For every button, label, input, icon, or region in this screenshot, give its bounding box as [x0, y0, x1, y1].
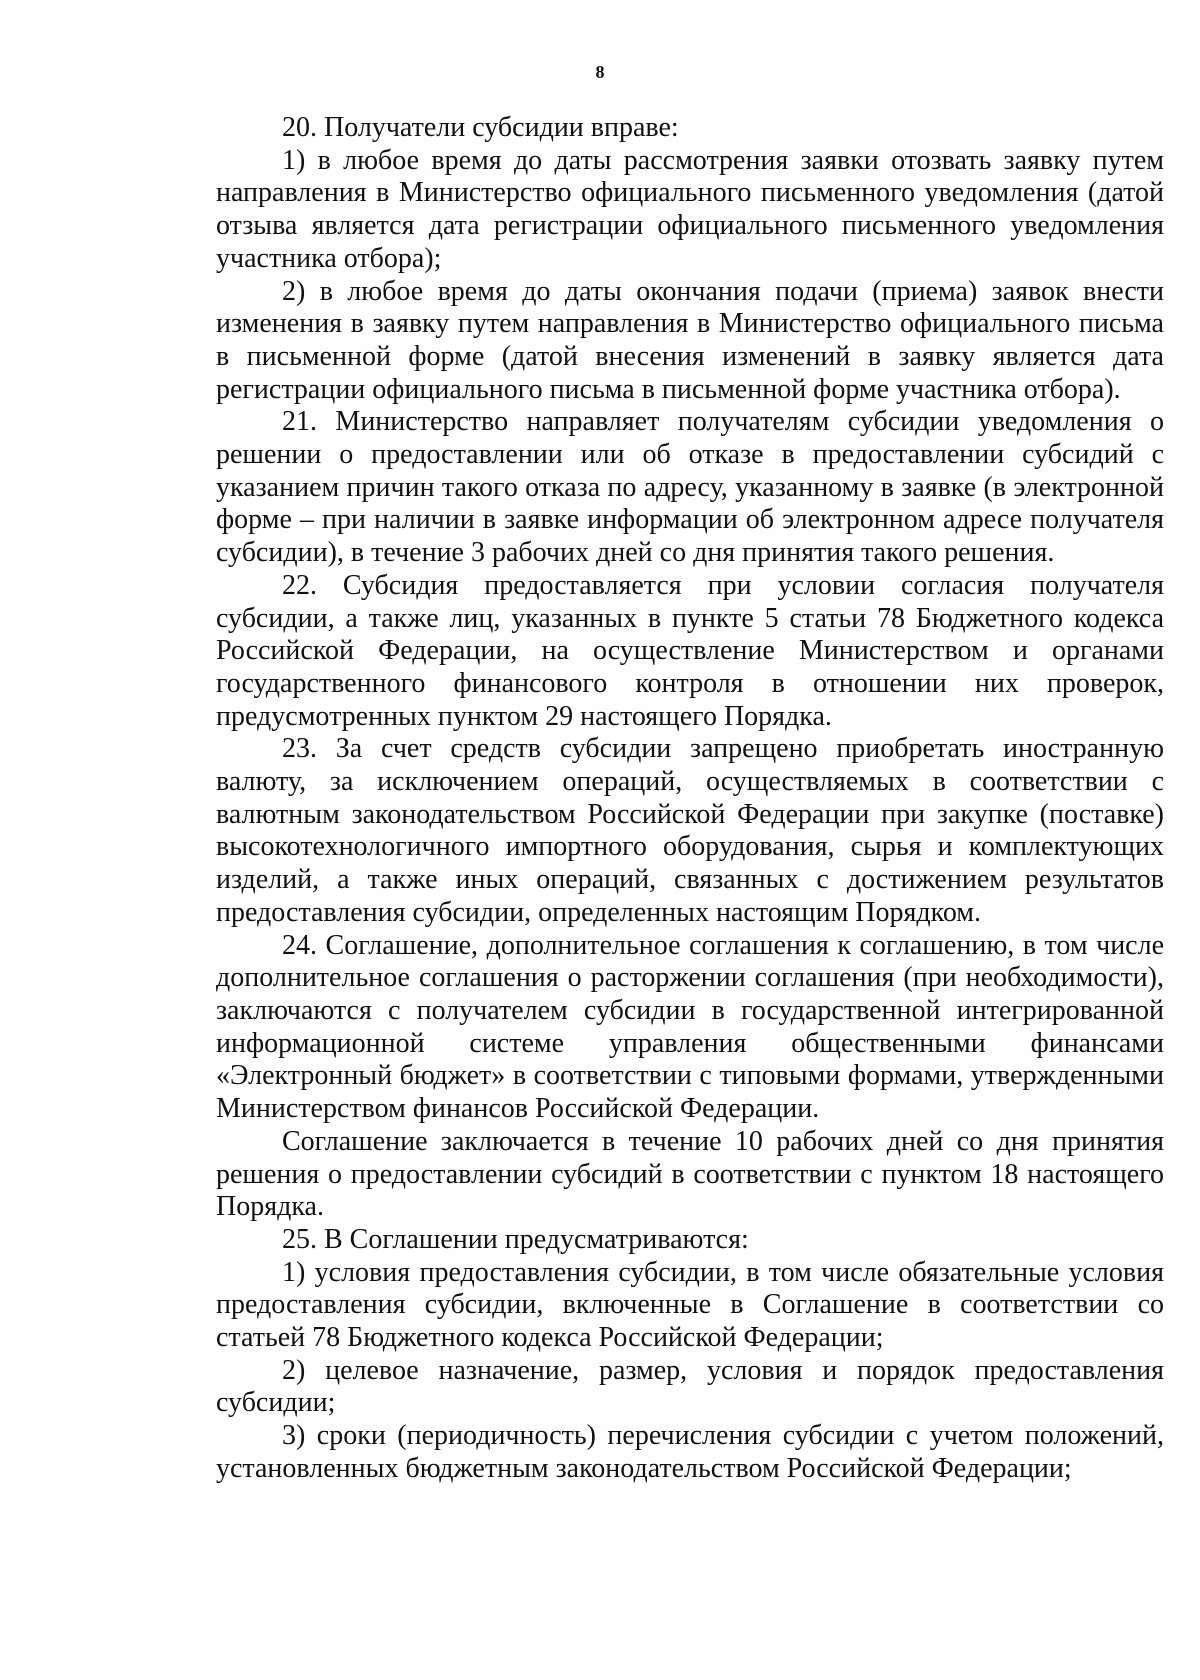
paragraph-24: 24. Соглашение, дополнительное соглашения к соглашению, в том числе дополнительное соглашения о расторжении соглашения (при необходимости), заключаются с получателем субсидии в государственной интегрированной информационной системе управления общественными финансами «Электронный бюджет» в соответствии с типовыми формами, утвержденными Министерством финансов Российской Федерации. [216, 929, 1164, 1125]
paragraph-25-item-3: 3) сроки (периодичность) перечисления субсидии с учетом положений, установленных бюджетным законодательством Российской Федерации; [216, 1420, 1164, 1484]
paragraph-25-item-2: 2) целевое назначение, размер, условия и порядок предоставления субсидии; [216, 1354, 1164, 1419]
page-number: 8 [595, 62, 605, 82]
paragraph-23: 23. За счет средств субсидии запрещено приобретать иностранную валюту, за исключением операций, осуществляемых в соответствии с валютным законодательством Российской Федерации при закупке (поставке) высокотехнологичного импортного оборудования, сырья и комплектующих изделий, а также иных операций, связанных с достижением результатов предоставления субсидии, определенных настоящим Порядком. [216, 733, 1164, 928]
paragraph-20: 20. Получатели субсидии вправе: [282, 112, 679, 143]
paragraph-20-item-1: 1) в любое время до даты рассмотрения заявки отозвать заявку путем направления в Министерство официального письменного уведомления (датой отзыва является дата регистрации официального письменного уведомления участника отбора); [216, 144, 1164, 274]
paragraph-21: 21. Министерство направляет получателям субсидии уведомления о решении о предоставлении или об отказе в предоставлении субсидий с указанием причин такого отказа по адресу, указанному в заявке (в электронной форме – при наличии в заявке информации об электронном адресе получателя субсидии), в течение 3 рабочих дней со дня принятия такого решения. [216, 406, 1164, 569]
paragraph-22: 22. Субсидия предоставляется при условии согласия получателя субсидии, а также лиц, указанных в пункте 5 статьи 78 Бюджетного кодекса Российской Федерации, на осуществление Министерством и органами государственного финансового контроля в отношении них проверок, предусмотренных пунктом 29 настоящего Порядка. [216, 569, 1164, 732]
paragraph-24-continuation: Соглашение заключается в течение 10 рабочих дней со дня принятия решения о предоставлении субсидий в соответствии с пунктом 18 настоящего Порядка. [216, 1125, 1164, 1223]
paragraph-25-item-1: 1) условия предоставления субсидии, в том числе обязательные условия предоставления субсидии, включенные в Соглашение в соответствии со статьей 78 Бюджетного кодекса Российской Федерации; [216, 1256, 1164, 1354]
paragraph-20-item-2: 2) в любое время до даты окончания подачи (приема) заявок внести изменения в заявку путем направления в Министерство официального письма в письменной форме (датой внесения изменений в заявку является дата регистрации официального письма в письменной форме участника отбора). [216, 275, 1164, 405]
document-body [216, 112, 1164, 1486]
paragraph-25: 25. В Соглашении предусматриваются: [282, 1223, 749, 1255]
